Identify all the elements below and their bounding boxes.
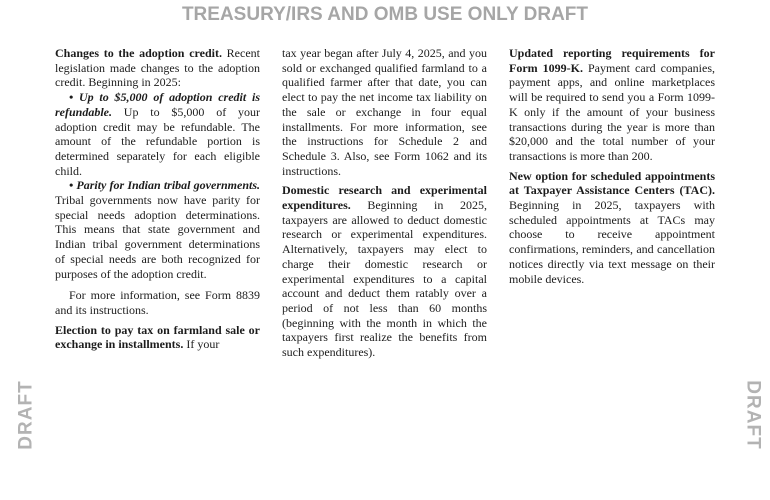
- farmland-continuation: tax year began after July 4, 2025, and you sold or exchanged qualified farmland to a qualified farmer after that date, you can elect to pay the net income tax liability on the sale or exchange in four equal installments. For more information, see the instructions for Schedule 2 and Schedule 3. Also, see Form 1062 and its instructions.: [282, 46, 487, 178]
- draft-watermark-right: DRAFT: [742, 380, 764, 450]
- adoption-credit-paragraph: [55, 46, 260, 90]
- research-paragraph: [282, 183, 487, 359]
- form-1099k-text: Payment card companies, payment apps, and online marketplaces will be required to send you a Form 1099-K only if the amount of your business transactions during the year is more than $20,000 and the total number of your transactions is more than 200.: [509, 60, 715, 163]
- farmland-paragraph: [55, 323, 260, 352]
- more-info-paragraph: For more information, see Form 8839 and its instructions.: [55, 288, 260, 317]
- refundable-bullet: [55, 90, 260, 178]
- farmland-heading: Election to pay tax on farmland sale or exchange in installments.: [55, 322, 260, 352]
- tribal-parity-heading: • Parity for Indian tribal governments.: [69, 178, 260, 193]
- adoption-credit-heading: Changes to the adoption credit.: [55, 46, 222, 60]
- farmland-text: If your: [183, 337, 220, 352]
- refundable-bullet-text: Up to $5,000 of your adoption credit may be refundable. The amount of the refundable portion is determined separately for each eligible child.: [55, 104, 260, 178]
- draft-banner: TREASURY/IRS AND OMB USE ONLY DRAFT: [181, 4, 589, 25]
- column-3: [509, 46, 715, 286]
- form-1099k-paragraph: [509, 46, 715, 164]
- tribal-parity-bullet: [55, 178, 260, 281]
- tac-text: Beginning in 2025, taxpayers with scheduled appointments at TACs may choose to receive appointment confirmations, reminders, and cancellation notices directly via text message on their mobile devices.: [509, 198, 715, 286]
- research-text: Beginning in 2025, taxpayers are allowed to deduct domestic research or experimental expenditures. Alternatively, taxpayers may elect to charge their domestic research or experimental expenditures to a capital account and deduct them ratably over a period of not less than 60 months (beginning with the month in which the taxpayers first realize the benefits from such expenditures).: [282, 198, 487, 360]
- tac-heading: New option for scheduled appointments at Taxpayer Assistance Centers (TAC).: [509, 168, 715, 198]
- form-1099k-heading: Updated reporting requirements for Form 1099-K.: [509, 46, 715, 75]
- research-heading: Domestic research and experimental expenditures.: [282, 183, 487, 213]
- adoption-credit-text: Recent legislation made changes to the adoption credit. Beginning in 2025:: [55, 46, 260, 90]
- column-1: [55, 46, 260, 352]
- tribal-parity-text: Tribal governments now have parity for special needs adoption determinations. This means that state government and Indian tribal government determinations of special needs are both recognized for purposes of the adoption credit.: [55, 193, 260, 281]
- refundable-bullet-heading: • Up to $5,000 of adoption credit is refundable.: [55, 90, 260, 119]
- column-2: [282, 46, 487, 360]
- tac-paragraph: [509, 169, 715, 287]
- draft-watermark-left: DRAFT: [15, 380, 37, 450]
